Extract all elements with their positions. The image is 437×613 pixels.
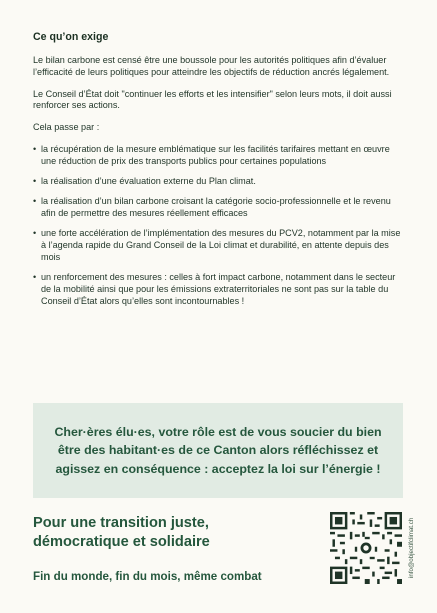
qr-code-icon[interactable]	[330, 512, 402, 584]
list-item: • un renforcement des mesures : celles à fort impact carbone, notamment dans le secteur de la mobilité ainsi que pour les émissions extraterritoriales ne sont pas sur la table du Conseil d’État alors qu’elles sont incontournables !	[33, 272, 407, 307]
callout-box	[33, 403, 403, 498]
demands-list	[33, 144, 407, 308]
section-heading: Ce qu’on exige	[33, 31, 109, 43]
slogan: Pour une transition juste, démocratique et solidaire	[33, 515, 210, 550]
requirements-section	[33, 31, 407, 316]
motto: Fin du monde, fin du mois, même combat	[33, 570, 262, 583]
callout-text: Cher·ères élu·es, votre rôle est de vous soucier du bien être des habitant·es de ce Canton alors réfléchissez et agissez en conséquence : acceptez la loi sur l’énergie !	[54, 424, 382, 476]
contact-email[interactable]: info@objectifclimat.ch	[408, 517, 415, 579]
paragraph-council: Le Conseil d’État doit "continuer les efforts et les intensifier" selon leurs mots, il doit aussi renforcer ses actions.	[33, 88, 392, 111]
paragraph-intro: Cela passe par :	[33, 122, 100, 133]
list-item: • la récupération de la mesure emblématique sur les facilités tarifaires mettant en œuvre une réduction de prix des transports publics pour certaines populations	[33, 144, 407, 168]
list-item: • la réalisation d’une évaluation externe du Plan climat.	[33, 176, 407, 188]
list-item: • une forte accélération de l’implémentation des mesures du PCV2, notamment par la mise à l’agenda rapide du Grand Conseil de la Loi climat et durabilité, en attente depuis des mois	[33, 228, 407, 263]
paragraph-carbon-balance: Le bilan carbone est censé être une boussole pour les autorités politiques afin d’évaluer l’efficacité de leurs politiques pour atteindre les objectifs de réduction ancrés légalement.	[33, 55, 390, 77]
list-item: • la réalisation d’un bilan carbone croisant la catégorie socio-professionnelle et le revenu afin de permettre des mesures réellement efficaces	[33, 196, 407, 220]
